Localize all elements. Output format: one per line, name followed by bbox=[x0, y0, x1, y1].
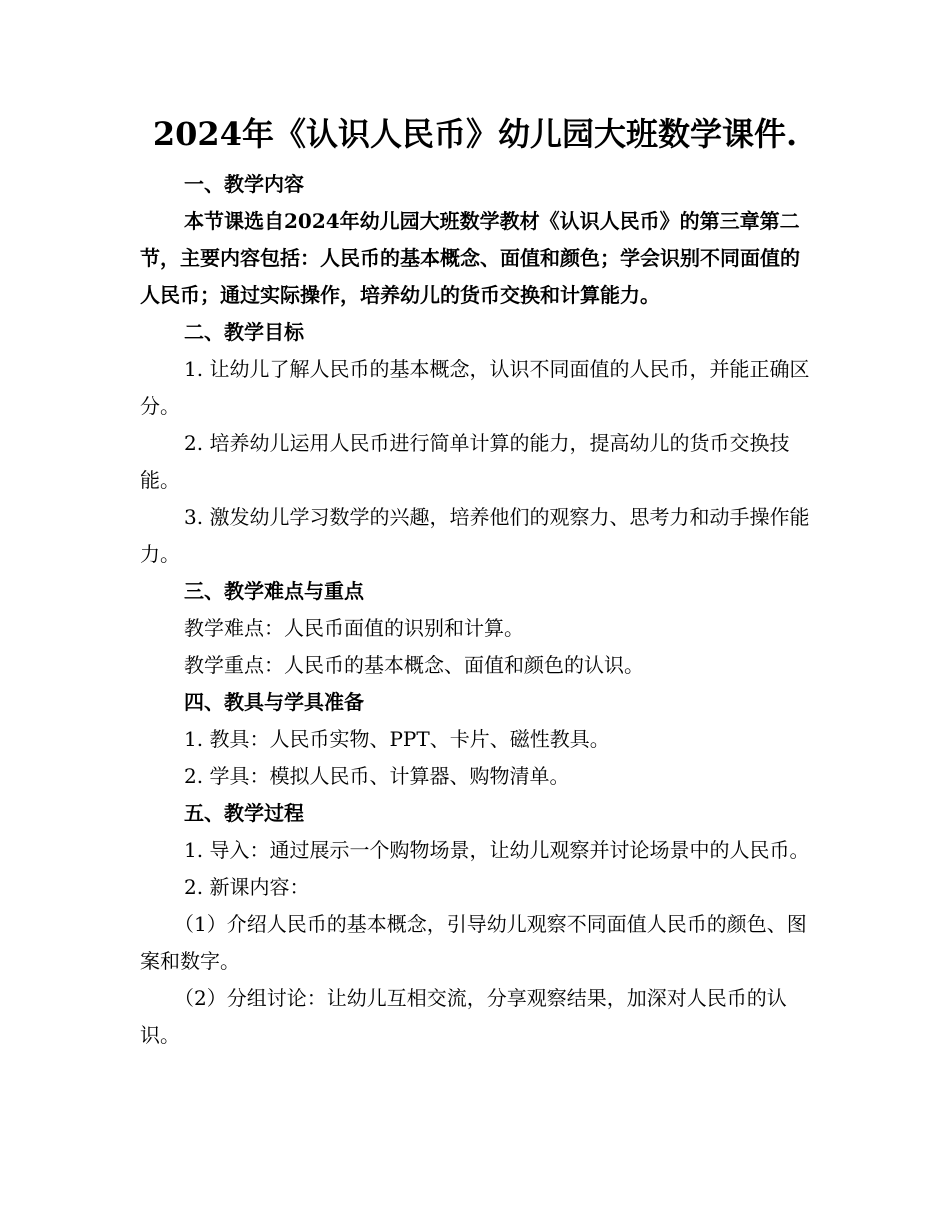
key-point-focus: 教学重点：人民币的基本概念、面值和颜色的认识。 bbox=[184, 653, 644, 677]
section-heading-materials: 四、教具与学具准备 bbox=[184, 690, 364, 714]
objective-item-2: 2. 培养幼儿运用人民币进行简单计算的能力，提高幼儿的货币交换技能。 bbox=[140, 431, 790, 492]
process-intro: 1. 导入：通过展示一个购物场景，让幼儿观察并讨论场景中的人民币。 bbox=[184, 838, 810, 862]
section-heading-objectives: 二、教学目标 bbox=[184, 320, 304, 344]
materials-item-2: 2. 学具：模拟人民币、计算器、购物清单。 bbox=[184, 764, 570, 788]
process-sub-item-1: （1）介绍人民币的基本概念，引导幼儿观察不同面值人民币的颜色、图案和数字。 bbox=[140, 912, 807, 973]
key-point-difficulty: 教学难点：人民币面值的识别和计算。 bbox=[184, 616, 524, 640]
section-heading-process: 五、教学过程 bbox=[184, 801, 304, 825]
document-title: 2024年《认识人民币》幼儿园大班数学课件. bbox=[152, 115, 798, 153]
objective-item-1: 1. 让幼儿了解人民币的基本概念，认识不同面值的人民币，并能正确区分。 bbox=[140, 357, 810, 418]
materials-item-1: 1. 教具：人民币实物、PPT、卡片、磁性教具。 bbox=[184, 727, 610, 751]
objective-item-3: 3. 激发幼儿学习数学的兴趣，培养他们的观察力、思考力和动手操作能力。 bbox=[140, 505, 810, 566]
document-body bbox=[140, 166, 810, 1054]
process-sub-item-2: （2）分组讨论：让幼儿互相交流，分享观察结果，加深对人民币的认识。 bbox=[140, 986, 787, 1047]
section-heading-key-points: 三、教学难点与重点 bbox=[184, 579, 364, 603]
section-heading-content: 一、教学内容 bbox=[184, 172, 304, 196]
paragraph-content-body: 本节课选自2024年幼儿园大班数学教材《认识人民币》的第三章第二节，主要内容包括：人民币的基本概念、面值和颜色；学会识别不同面值的人民币；通过实际操作，培养幼儿的货币交换和计算能力。 bbox=[140, 209, 800, 307]
process-new-content: 2. 新课内容： bbox=[184, 875, 310, 899]
